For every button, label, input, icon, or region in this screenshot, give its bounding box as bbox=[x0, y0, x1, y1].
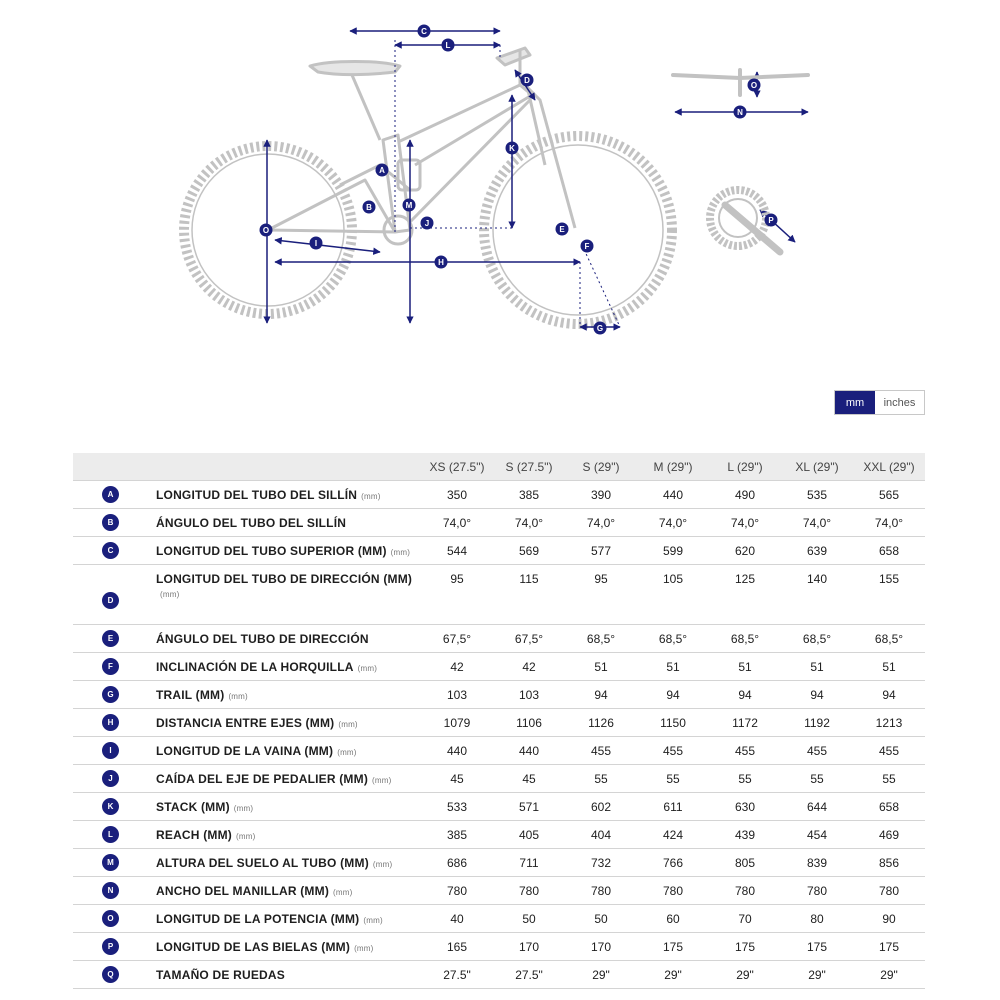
row-badge-cell bbox=[73, 625, 148, 653]
table-cell: 94 bbox=[853, 681, 925, 709]
row-badge-cell bbox=[73, 933, 148, 961]
table-cell: 74,0° bbox=[565, 509, 637, 537]
table-row bbox=[73, 765, 925, 793]
table-cell: 94 bbox=[781, 681, 853, 709]
table-cell: 533 bbox=[421, 793, 493, 821]
row-badge-cell bbox=[73, 961, 148, 989]
table-cell: 74,0° bbox=[781, 509, 853, 537]
table-cell: 440 bbox=[493, 737, 565, 765]
handlebar-diagram bbox=[673, 70, 808, 95]
badge-o bbox=[748, 79, 761, 92]
table-cell: 94 bbox=[637, 681, 709, 709]
table-cell: 569 bbox=[493, 537, 565, 565]
table-row bbox=[73, 933, 925, 961]
table-row bbox=[73, 905, 925, 933]
svg-text:B: B bbox=[366, 203, 372, 212]
table-cell: 766 bbox=[637, 849, 709, 877]
svg-text:A: A bbox=[379, 166, 385, 175]
table-cell: 67,5° bbox=[421, 625, 493, 653]
table-header-row bbox=[73, 453, 925, 481]
row-label-text: STACK (MM) bbox=[156, 799, 230, 814]
table-cell: 385 bbox=[421, 821, 493, 849]
row-badge-cell bbox=[73, 877, 148, 905]
table-cell: 55 bbox=[637, 765, 709, 793]
row-badge-cell bbox=[73, 653, 148, 681]
badge-e bbox=[556, 223, 569, 236]
table-cell: 711 bbox=[493, 849, 565, 877]
table-cell: 67,5° bbox=[493, 625, 565, 653]
row-label-text: LONGITUD DE LA VAINA (MM) bbox=[156, 743, 334, 758]
table-row bbox=[73, 961, 925, 989]
table-cell: 439 bbox=[709, 821, 781, 849]
row-unit-note: (mm) bbox=[363, 915, 383, 925]
header-size: S (27.5") bbox=[493, 453, 565, 481]
row-badge-cell bbox=[73, 737, 148, 765]
table-cell: 55 bbox=[709, 765, 781, 793]
row-label bbox=[148, 737, 421, 765]
svg-text:L: L bbox=[445, 41, 451, 50]
row-label-text: REACH (MM) bbox=[156, 827, 232, 842]
svg-text:C: C bbox=[421, 27, 427, 36]
unit-toggle bbox=[834, 390, 925, 415]
dimension-badge: P bbox=[102, 938, 119, 955]
table-cell: 103 bbox=[493, 681, 565, 709]
table-cell: 27.5" bbox=[421, 961, 493, 989]
table-cell: 565 bbox=[853, 481, 925, 509]
dimension-badge: L bbox=[102, 826, 119, 843]
badge-d bbox=[521, 74, 534, 87]
row-unit-note: (mm) bbox=[357, 663, 378, 673]
table-cell: 1192 bbox=[781, 709, 853, 737]
dimension-badge: N bbox=[102, 882, 119, 899]
table-cell: 68,5° bbox=[853, 625, 925, 653]
row-unit-note: (mm) bbox=[372, 859, 393, 869]
row-label bbox=[148, 961, 421, 989]
row-label bbox=[148, 681, 421, 709]
row-label bbox=[148, 905, 421, 933]
svg-text:O: O bbox=[750, 81, 758, 90]
row-badge-cell bbox=[73, 765, 148, 793]
header-size: XXL (29") bbox=[853, 453, 925, 481]
table-cell: 440 bbox=[421, 737, 493, 765]
table-cell: 390 bbox=[565, 481, 637, 509]
table-cell: 454 bbox=[781, 821, 853, 849]
header-size: L (29") bbox=[709, 453, 781, 481]
dimension-badge: F bbox=[102, 658, 119, 675]
table-cell: 55 bbox=[565, 765, 637, 793]
row-badge-cell bbox=[73, 821, 148, 849]
row-badge-cell bbox=[73, 537, 148, 565]
row-label bbox=[148, 537, 421, 565]
table-cell: 51 bbox=[637, 653, 709, 681]
row-label-text: TRAIL (MM) bbox=[156, 687, 225, 702]
row-unit-note: (mm) bbox=[354, 943, 374, 953]
table-cell: 544 bbox=[421, 537, 493, 565]
table-cell: 175 bbox=[853, 933, 925, 961]
table-cell: 45 bbox=[493, 765, 565, 793]
table-cell: 1079 bbox=[421, 709, 493, 737]
svg-text:O: O bbox=[262, 226, 270, 235]
table-cell: 29" bbox=[637, 961, 709, 989]
table-row bbox=[73, 737, 925, 765]
table-cell: 490 bbox=[709, 481, 781, 509]
table-cell: 1126 bbox=[565, 709, 637, 737]
table-cell: 68,5° bbox=[781, 625, 853, 653]
table-cell: 29" bbox=[709, 961, 781, 989]
table-cell: 105 bbox=[637, 565, 709, 625]
table-cell: 571 bbox=[493, 793, 565, 821]
table-cell: 639 bbox=[781, 537, 853, 565]
row-label-text: ALTURA DEL SUELO AL TUBO (MM) bbox=[156, 855, 369, 870]
row-badge-cell bbox=[73, 849, 148, 877]
badge-h bbox=[435, 256, 448, 269]
svg-text:D: D bbox=[524, 76, 530, 85]
table-cell: 455 bbox=[637, 737, 709, 765]
table-cell: 60 bbox=[637, 905, 709, 933]
dimension-badge: O bbox=[102, 910, 119, 927]
table-cell: 50 bbox=[493, 905, 565, 933]
svg-text:F: F bbox=[584, 242, 590, 251]
dimension-badge: G bbox=[102, 686, 119, 703]
unit-mm-button[interactable]: mm bbox=[835, 391, 875, 414]
table-cell: 74,0° bbox=[637, 509, 709, 537]
row-unit-note: (mm) bbox=[372, 775, 392, 785]
table-cell: 165 bbox=[421, 933, 493, 961]
row-label bbox=[148, 933, 421, 961]
table-cell: 68,5° bbox=[637, 625, 709, 653]
table-cell: 732 bbox=[565, 849, 637, 877]
table-cell: 29" bbox=[565, 961, 637, 989]
table-cell: 51 bbox=[853, 653, 925, 681]
row-unit-note: (mm) bbox=[333, 887, 353, 897]
row-label bbox=[148, 821, 421, 849]
table-cell: 74,0° bbox=[493, 509, 565, 537]
badge-k bbox=[506, 142, 519, 155]
table-cell: 125 bbox=[709, 565, 781, 625]
table-cell: 405 bbox=[493, 821, 565, 849]
row-label-text: LONGITUD DE LAS BIELAS (MM) bbox=[156, 939, 351, 954]
badge-f bbox=[581, 240, 594, 253]
table-cell: 839 bbox=[781, 849, 853, 877]
table-cell: 103 bbox=[421, 681, 493, 709]
table-cell: 658 bbox=[853, 793, 925, 821]
svg-text:I: I bbox=[314, 239, 318, 248]
table-cell: 644 bbox=[781, 793, 853, 821]
table-cell: 68,5° bbox=[709, 625, 781, 653]
row-unit-note: (mm) bbox=[390, 547, 411, 557]
table-cell: 469 bbox=[853, 821, 925, 849]
row-label bbox=[148, 765, 421, 793]
table-cell: 29" bbox=[853, 961, 925, 989]
table-cell: 1172 bbox=[709, 709, 781, 737]
row-label bbox=[148, 481, 421, 509]
table-cell: 94 bbox=[565, 681, 637, 709]
geometry-table bbox=[73, 453, 925, 989]
dimension-badge: B bbox=[102, 514, 119, 531]
table-cell: 780 bbox=[781, 877, 853, 905]
table-cell: 68,5° bbox=[565, 625, 637, 653]
table-cell: 780 bbox=[565, 877, 637, 905]
row-label bbox=[148, 877, 421, 905]
table-cell: 70 bbox=[709, 905, 781, 933]
table-cell: 856 bbox=[853, 849, 925, 877]
table-cell: 55 bbox=[781, 765, 853, 793]
table-cell: 74,0° bbox=[709, 509, 781, 537]
table-cell: 630 bbox=[709, 793, 781, 821]
row-unit-note: (mm) bbox=[236, 831, 256, 841]
table-cell: 1213 bbox=[853, 709, 925, 737]
table-cell: 42 bbox=[493, 653, 565, 681]
table-cell: 94 bbox=[709, 681, 781, 709]
svg-text:M: M bbox=[405, 201, 413, 210]
row-label bbox=[148, 653, 421, 681]
row-label-text: DISTANCIA ENTRE EJES (MM) bbox=[156, 715, 335, 730]
header-size: M (29") bbox=[637, 453, 709, 481]
dimension-badge: C bbox=[102, 542, 119, 559]
table-row bbox=[73, 653, 925, 681]
table-cell: 1150 bbox=[637, 709, 709, 737]
row-label-text: INCLINACIÓN DE LA HORQUILLA bbox=[156, 659, 354, 674]
table-cell: 27.5" bbox=[493, 961, 565, 989]
row-badge-cell bbox=[73, 681, 148, 709]
dimension-badge: Q bbox=[102, 966, 119, 983]
row-label bbox=[148, 509, 421, 537]
badge-a bbox=[376, 164, 389, 177]
table-cell: 620 bbox=[709, 537, 781, 565]
row-badge-cell bbox=[73, 709, 148, 737]
row-badge-cell bbox=[73, 793, 148, 821]
table-cell: 45 bbox=[421, 765, 493, 793]
dimension-badge: J bbox=[102, 770, 119, 787]
table-cell: 780 bbox=[637, 877, 709, 905]
row-unit-note: (mm) bbox=[361, 491, 381, 501]
table-row bbox=[73, 793, 925, 821]
badge-n bbox=[734, 106, 747, 119]
row-badge-cell bbox=[73, 481, 148, 509]
table-cell: 602 bbox=[565, 793, 637, 821]
badge-l bbox=[442, 39, 455, 52]
table-row bbox=[73, 625, 925, 653]
svg-text:K: K bbox=[509, 144, 515, 153]
row-label-text: ÁNGULO DEL TUBO DE DIRECCIÓN bbox=[156, 631, 369, 646]
table-row bbox=[73, 681, 925, 709]
table-cell: 74,0° bbox=[421, 509, 493, 537]
badge-j bbox=[421, 217, 434, 230]
dimension-badge: K bbox=[102, 798, 119, 815]
row-label-text: ÁNGULO DEL TUBO DEL SILLÍN bbox=[156, 515, 347, 530]
row-unit-note: (mm) bbox=[160, 590, 180, 599]
header-size: XL (29") bbox=[781, 453, 853, 481]
row-label bbox=[148, 565, 421, 625]
table-cell: 424 bbox=[637, 821, 709, 849]
table-cell: 780 bbox=[421, 877, 493, 905]
table-cell: 350 bbox=[421, 481, 493, 509]
table-row bbox=[73, 877, 925, 905]
table-cell: 51 bbox=[781, 653, 853, 681]
table-cell: 140 bbox=[781, 565, 853, 625]
table-cell: 51 bbox=[565, 653, 637, 681]
row-label bbox=[148, 625, 421, 653]
dimension-badge: M bbox=[102, 854, 119, 871]
row-unit-note: (mm) bbox=[337, 747, 357, 757]
table-cell: 51 bbox=[709, 653, 781, 681]
table-cell: 611 bbox=[637, 793, 709, 821]
row-label-text: LONGITUD DE LA POTENCIA (MM) bbox=[156, 911, 360, 926]
table-cell: 42 bbox=[421, 653, 493, 681]
header-label-cell bbox=[148, 453, 421, 481]
badge-m bbox=[403, 199, 416, 212]
badge-b bbox=[363, 201, 376, 214]
table-cell: 385 bbox=[493, 481, 565, 509]
table-cell: 455 bbox=[709, 737, 781, 765]
svg-text:P: P bbox=[768, 216, 774, 225]
table-cell: 95 bbox=[421, 565, 493, 625]
svg-text:E: E bbox=[559, 225, 565, 234]
dimension-badge: E bbox=[102, 630, 119, 647]
table-cell: 175 bbox=[637, 933, 709, 961]
table-cell: 29" bbox=[781, 961, 853, 989]
table-cell: 780 bbox=[493, 877, 565, 905]
dimension-badge: D bbox=[102, 592, 119, 609]
badge-i bbox=[310, 237, 323, 250]
row-label-text: LONGITUD DEL TUBO SUPERIOR (MM) bbox=[156, 543, 387, 558]
svg-text:J: J bbox=[424, 219, 430, 228]
table-row bbox=[73, 849, 925, 877]
dimension-badge: A bbox=[102, 486, 119, 503]
row-label-text: ANCHO DEL MANILLAR (MM) bbox=[156, 883, 330, 898]
table-cell: 805 bbox=[709, 849, 781, 877]
table-cell: 455 bbox=[781, 737, 853, 765]
table-cell: 455 bbox=[565, 737, 637, 765]
table-cell: 440 bbox=[637, 481, 709, 509]
badge-o-rear bbox=[260, 224, 273, 237]
table-cell: 686 bbox=[421, 849, 493, 877]
row-label-text: LONGITUD DEL TUBO DEL SILLÍN bbox=[156, 487, 358, 502]
row-label-text: CAÍDA DEL EJE DE PEDALIER (MM) bbox=[156, 771, 369, 786]
table-cell: 55 bbox=[853, 765, 925, 793]
header-size: XS (27.5") bbox=[421, 453, 493, 481]
row-unit-note: (mm) bbox=[233, 803, 254, 813]
table-row bbox=[73, 481, 925, 509]
table-cell: 1106 bbox=[493, 709, 565, 737]
table-cell: 175 bbox=[781, 933, 853, 961]
table-row bbox=[73, 821, 925, 849]
row-badge-cell bbox=[73, 565, 148, 625]
row-label-text: LONGITUD DEL TUBO DE DIRECCIÓN (MM) bbox=[156, 572, 413, 586]
table-cell: 577 bbox=[565, 537, 637, 565]
table-cell: 599 bbox=[637, 537, 709, 565]
table-cell: 80 bbox=[781, 905, 853, 933]
svg-text:N: N bbox=[737, 108, 743, 117]
badge-p bbox=[765, 214, 778, 227]
table-cell: 40 bbox=[421, 905, 493, 933]
table-row bbox=[73, 509, 925, 537]
table-cell: 95 bbox=[565, 565, 637, 625]
table-cell: 170 bbox=[493, 933, 565, 961]
dimension-badge: I bbox=[102, 742, 119, 759]
row-badge-cell bbox=[73, 509, 148, 537]
table-cell: 535 bbox=[781, 481, 853, 509]
row-unit-note: (mm) bbox=[338, 719, 358, 729]
table-cell: 115 bbox=[493, 565, 565, 625]
svg-text:G: G bbox=[596, 324, 604, 333]
table-row bbox=[73, 537, 925, 565]
unit-inches-button[interactable]: inches bbox=[875, 391, 924, 414]
table-cell: 170 bbox=[565, 933, 637, 961]
table-cell: 50 bbox=[565, 905, 637, 933]
row-badge-cell bbox=[73, 905, 148, 933]
table-cell: 455 bbox=[853, 737, 925, 765]
table-cell: 780 bbox=[709, 877, 781, 905]
table-cell: 404 bbox=[565, 821, 637, 849]
header-size: S (29") bbox=[565, 453, 637, 481]
table-cell: 780 bbox=[853, 877, 925, 905]
row-label bbox=[148, 709, 421, 737]
dimension-badge: H bbox=[102, 714, 119, 731]
table-cell: 175 bbox=[709, 933, 781, 961]
table-cell: 74,0° bbox=[853, 509, 925, 537]
table-cell: 155 bbox=[853, 565, 925, 625]
table-row bbox=[73, 709, 925, 737]
row-label-text: TAMAÑO DE RUEDAS bbox=[156, 967, 285, 982]
row-label bbox=[148, 793, 421, 821]
row-label bbox=[148, 849, 421, 877]
badge-c bbox=[418, 25, 431, 38]
badge-g bbox=[594, 322, 607, 335]
table-row bbox=[73, 565, 925, 625]
bike-geometry-diagram bbox=[0, 0, 1000, 350]
table-cell: 658 bbox=[853, 537, 925, 565]
svg-text:H: H bbox=[438, 258, 444, 267]
row-unit-note: (mm) bbox=[228, 691, 248, 701]
table-cell: 90 bbox=[853, 905, 925, 933]
header-badge-cell bbox=[73, 453, 148, 481]
